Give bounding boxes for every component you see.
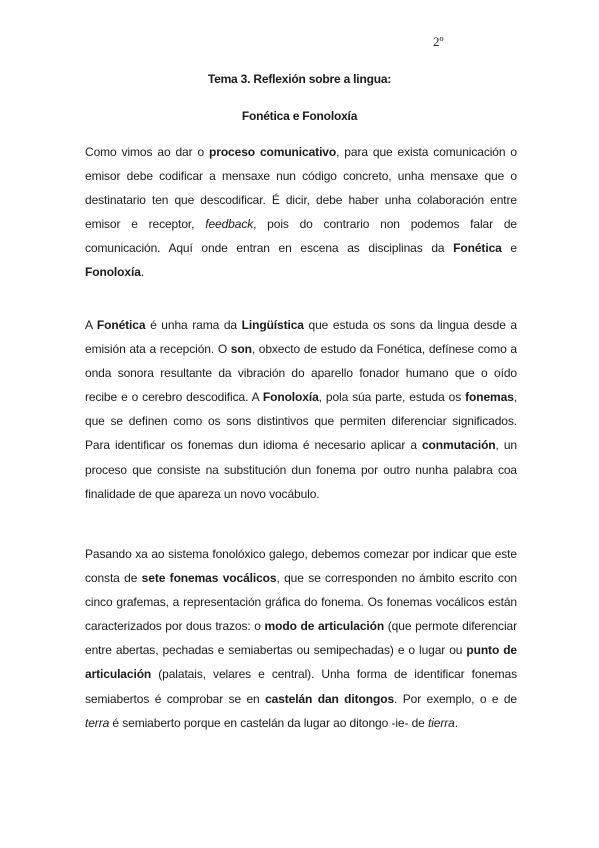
text-run: A (85, 318, 97, 332)
bold-term: sete fonemas vocálicos (141, 571, 277, 586)
bold-term: modo de articulación (264, 619, 385, 634)
text-run: Pasando xa ao sistema fonolóxico galego, debemos comezar por indicar que este consta de (85, 547, 517, 586)
bold-term: Fonética (453, 241, 502, 256)
document-title: Tema 3. Reflexión sobre a lingua: (207, 72, 392, 86)
text-run: , que se corresponden no ámbito escrito con cinco grafemas, a representación gráfica do fonema. Os fonemas vocálicos están caracterizados por dous trazos: o (85, 571, 518, 634)
text-run: é semiaberto porque en castelán da lugar ao ditongo -ie- de (109, 715, 428, 730)
italic-term: tierra (427, 715, 455, 730)
paragraph-3 (85, 542, 517, 735)
text-run: Como vimos ao dar o (85, 145, 210, 159)
text-run: . (140, 265, 145, 280)
text-run: , obxecto de estudo da Fonética, defínese como a onda sonora resultante da vibración do aparello fonador humano que o oído recibe e o cerebro descodifica. A (85, 342, 518, 405)
text-run: , pois do contrario non podemos falar de comunicación. Aquí onde entran en escena as disciplinas da (85, 217, 517, 256)
text-run: , que se definen como os sons distintivos que permiten diferenciar significados. Para identificar os fonemas dun idioma é necesario aplicar a (85, 390, 518, 453)
bold-term: punto de articulación (85, 643, 517, 682)
text-run: é unha rama da (145, 318, 242, 332)
bold-term: Lingüística (241, 318, 304, 332)
bold-term: Fonoloxía (85, 265, 141, 280)
text-run: que estuda os sons da lingua desde a emisión ata a recepción. O (85, 318, 517, 357)
text-run: e (501, 241, 517, 256)
paragraph-1 (85, 140, 517, 285)
text-run: , para que exista comunicación o emisor debe codificar a mensaxe nun código concreto, unha mensaxe que o destinatario ten que descodificar. É dicir, debe haber unha colaboración entre emisor e receptor, (85, 145, 517, 232)
bold-term: castelán dan ditongos (265, 691, 395, 706)
text-run: . (454, 715, 458, 730)
italic-term: feedback (205, 217, 254, 232)
bold-term: Fonoloxía (262, 390, 319, 405)
italic-term: terra (85, 715, 110, 730)
text-run: (que permote diferenciar entre abertas, pechadas e semiabertas ou semipechadas) e o lugar ou (85, 619, 517, 658)
bold-term: son (230, 342, 252, 357)
text-run: (palatais, velares e central). Unha forma de identificar fonemas semiabertos é comprobar se en (85, 667, 517, 706)
paragraph-2 (85, 313, 517, 506)
text-run: . Por exemplo, o e de (394, 691, 517, 706)
page-number: 2º (433, 34, 444, 49)
text-run: , un proceso que consiste na substitución dun fonema por outro nunha palabra coa finalidade de que apareza un novo vocábulo. (85, 438, 517, 501)
bold-term: proceso comunicativo (209, 145, 337, 159)
text-run: , pola súa parte, estuda os (318, 390, 466, 405)
bold-term: conmutación (421, 438, 496, 453)
bold-term: fonemas (465, 390, 514, 405)
document-subtitle: Fonética e Fonoloxía (241, 109, 358, 123)
bold-term: Fonética (96, 318, 146, 332)
